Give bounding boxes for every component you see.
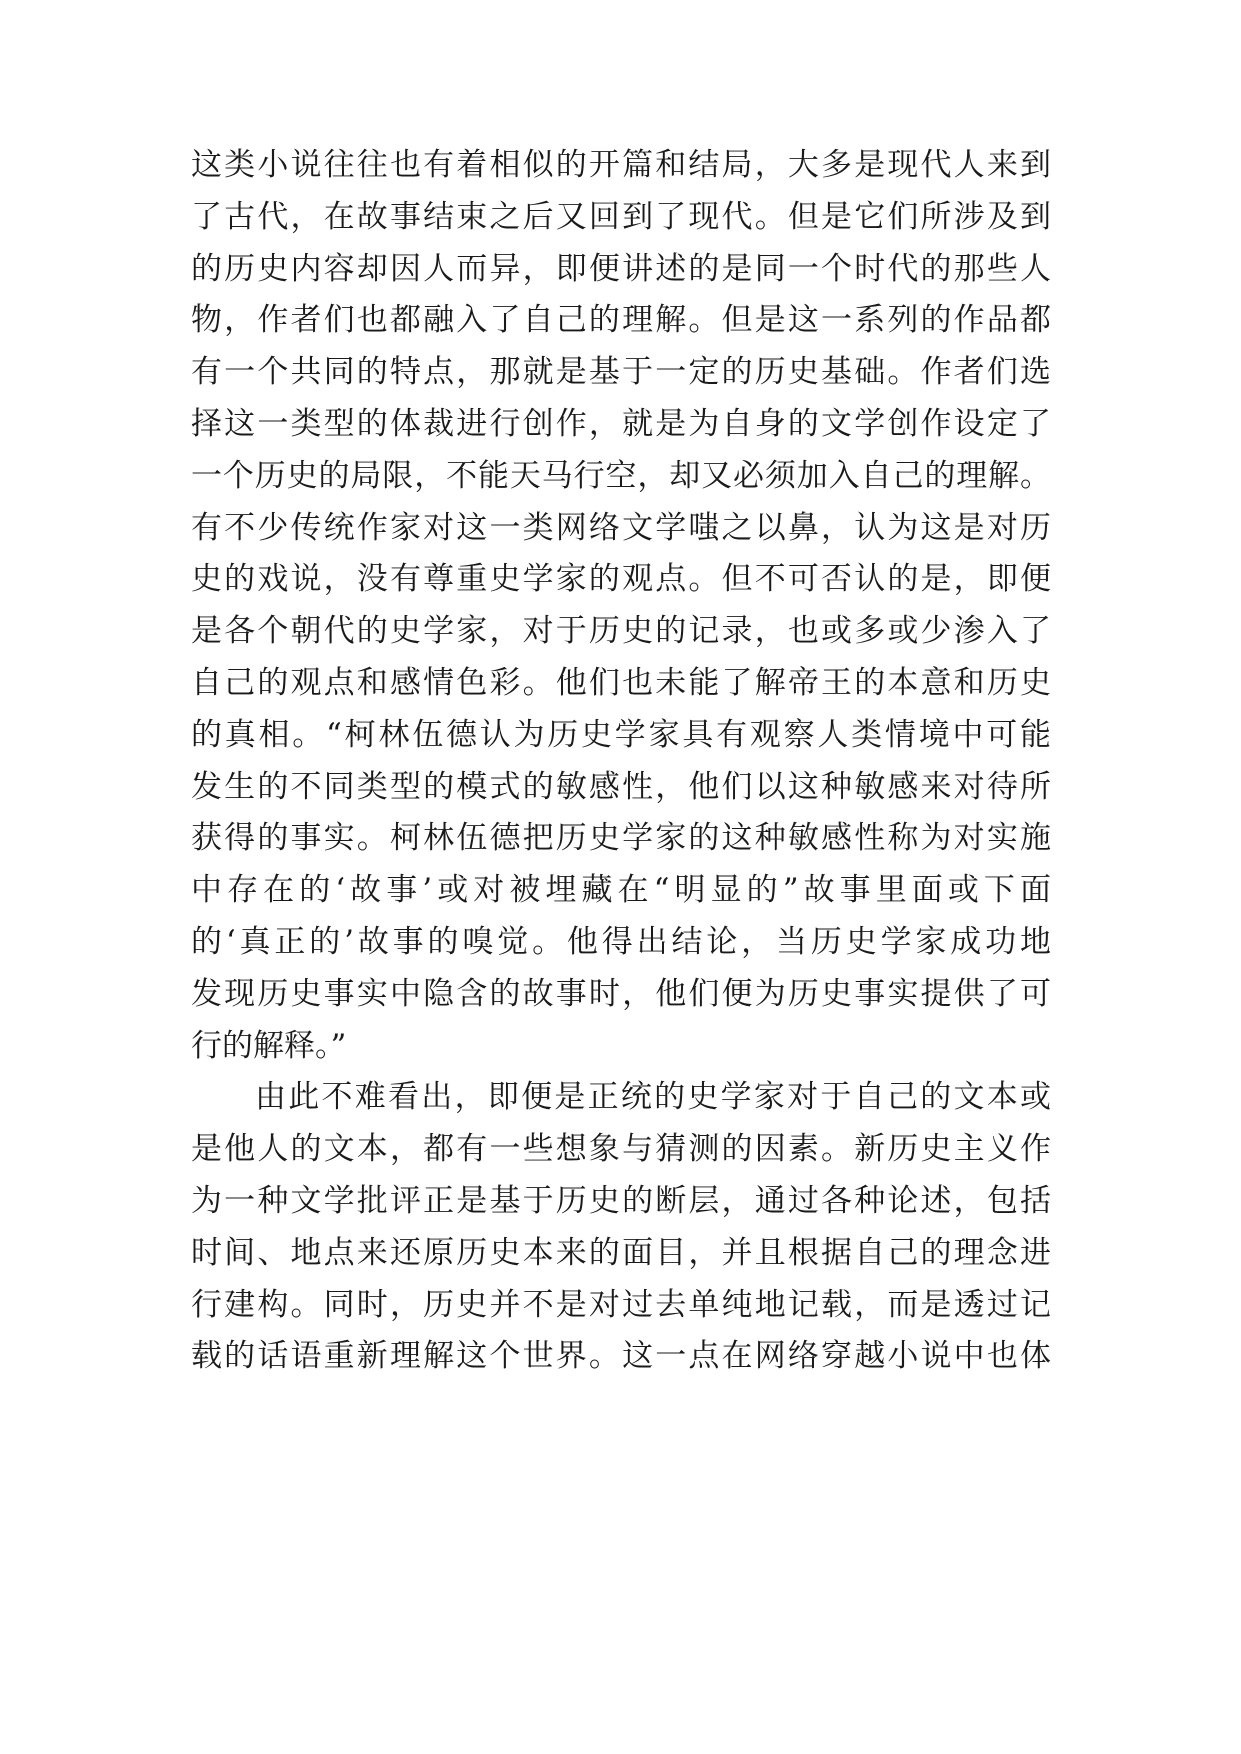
text-line: 行建构。同时，历史并不是对过去单纯地记载，而是透过记	[191, 1286, 1051, 1323]
text-line: 史的戏说，没有尊重史学家的观点。但不可否认的是，即便	[191, 561, 1051, 598]
text-line: 择这一类型的体裁进行创作，就是为自身的文学创作设定了	[191, 405, 1051, 442]
text-line: 行的解释。”	[191, 1027, 347, 1064]
text-line: 载的话语重新理解这个世界。这一点在网络穿越小说中也体	[191, 1338, 1051, 1375]
body-text	[191, 140, 1051, 1383]
text-line: 有不少传统作家对这一类网络文学嗤之以鼻，认为这是对历	[191, 509, 1051, 546]
text-line: 这类小说往往也有着相似的开篇和结局，大多是现代人来到	[191, 147, 1051, 183]
paragraph-2	[191, 1072, 1051, 1383]
text-line: 的真相。“柯林伍德认为历史学家具有观察人类情境中可能	[191, 716, 1051, 753]
text-line: 时间、地点来还原历史本来的面目，并且根据自己的理念进	[191, 1234, 1051, 1271]
text-line: 的‘真正的’故事的嗅觉。他得出结论，当历史学家成功地	[191, 923, 1051, 960]
text-line: 中存在的‘故事’或对被埋藏在“明显的”故事里面或下面	[191, 872, 1051, 909]
text-line: 一个历史的局限，不能天马行空，却又必须加入自己的理解。	[191, 457, 1051, 494]
text-line: 了古代，在故事结束之后又回到了现代。但是它们所涉及到	[191, 198, 1051, 235]
text-line: 由此不难看出，即便是正统的史学家对于自己的文本或	[255, 1079, 1051, 1116]
text-line: 为一种文学批评正是基于历史的断层，通过各种论述，包括	[191, 1182, 1051, 1219]
text-line: 是他人的文本，都有一些想象与猜测的因素。新历史主义作	[191, 1131, 1051, 1168]
text-line: 是各个朝代的史学家，对于历史的记录，也或多或少渗入了	[191, 613, 1051, 650]
text-line: 的历史内容却因人而异，即便讲述的是同一个时代的那些人	[191, 250, 1051, 287]
text-line: 获得的事实。柯林伍德把历史学家的这种敏感性称为对实施	[191, 820, 1051, 857]
text-line: 物，作者们也都融入了自己的理解。但是这一系列的作品都	[191, 302, 1051, 339]
text-line: 自己的观点和感情色彩。他们也未能了解帝王的本意和历史	[191, 664, 1051, 701]
text-line: 有一个共同的特点，那就是基于一定的历史基础。作者们选	[191, 354, 1051, 391]
text-line: 发现历史事实中隐含的故事时，他们便为历史事实提供了可	[191, 975, 1051, 1012]
text-line: 发生的不同类型的模式的敏感性，他们以这种敏感来对待所	[191, 768, 1051, 805]
paragraph-1	[191, 140, 1051, 1072]
